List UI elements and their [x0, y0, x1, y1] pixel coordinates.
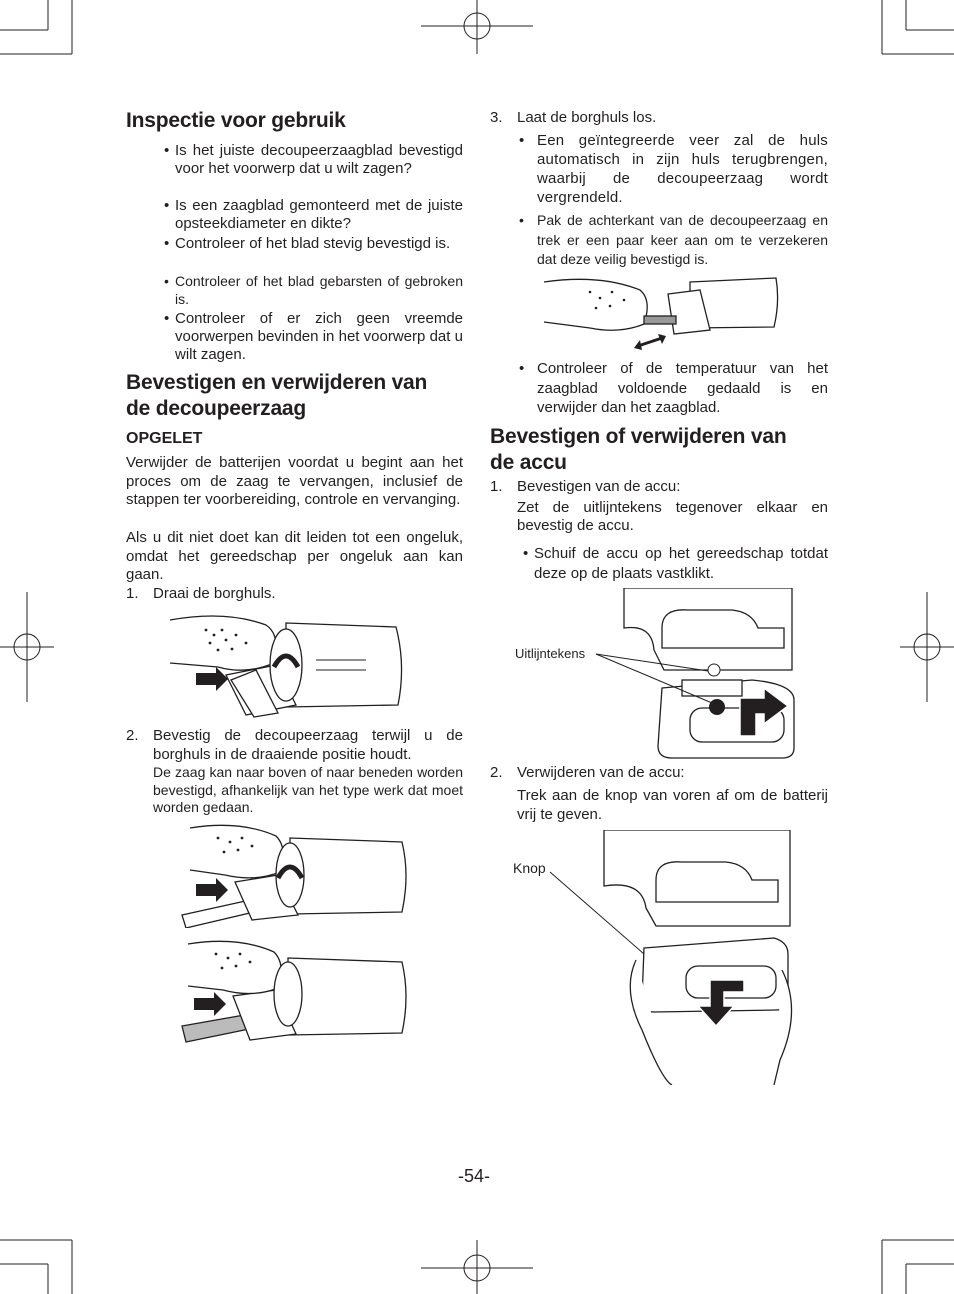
- inspection-item-1: • Is het juiste decoupeerzaagblad bevestigd voor het voorwerp dat u wilt zagen?: [164, 142, 463, 177]
- illustration-rotate-sleeve: [166, 605, 410, 720]
- inspection-item-4: • Controleer of het blad gebarsten of gebroken is.: [164, 273, 463, 307]
- illustration-remove-battery: [512, 830, 802, 1085]
- step-1: 1. Draai de borghuls.: [126, 585, 276, 602]
- step3-bullet-2: • Pak de achterkant van de decoupeerzaag en trek er een paar keer aan om te verzekeren dat deze veilig bevestigd is.: [519, 212, 828, 267]
- caution-title: OPGELET: [126, 430, 203, 447]
- illustration-pull-saw: [540, 272, 780, 354]
- illustration-blade-down: [180, 820, 410, 928]
- step-3: 3. Laat de borghuls los.: [490, 109, 657, 126]
- heading-battery: Bevestigen of verwijderen van de accu: [490, 425, 787, 474]
- caution-paragraph-2: Als u dit niet doet kan dit leiden tot een ongeluk, omdat het gereedschap per ongeluk aan kan gaan.: [126, 529, 463, 583]
- battery-step-1: 1. Bevestigen van de accu: Zet de uitlijntekens tegenover elkaar en bevestig de accu.: [490, 478, 828, 534]
- label-alignment-marks: Uitlijntekens: [515, 646, 586, 661]
- heading-inspection: Inspectie voor gebruik: [126, 109, 346, 132]
- inspection-item-2: • Is een zaagblad gemonteerd met de juiste opsteekdiameter en dikte?: [164, 197, 463, 232]
- step3-bullet-3: • Controleer of de temperatuur van het zaagblad voldoende gedaald is en verwijder dan het zaagblad.: [519, 360, 828, 416]
- step3-bullet-1: • Een geïntegreerde veer zal de huls automatisch in zijn huls terugbrengen, waarbij de decoupeerzaag wordt vergrendeld.: [519, 132, 828, 206]
- label-button: Knop: [513, 860, 546, 876]
- page-number: -54-: [458, 1166, 491, 1186]
- battery-step1-bullet: • Schuif de accu op het gereedschap totdat deze op de plaats vastklikt.: [523, 545, 828, 582]
- step-2: 2. Bevestig de decoupeerzaag terwijl u de borghuls in de draaiende positie houdt. De zaag kan naar boven of naar beneden worden bevestigd, afhankelijk van het type werk dat moet worden gedaan.: [126, 727, 463, 815]
- battery-step-2: 2. Verwijderen van de accu: Trek aan de knop van voren af om de batterij vrij te geven.: [490, 764, 828, 823]
- inspection-item-5: • Controleer of er zich geen vreemde voorwerpen bevinden in het voorwerp dat u wilt zagen.: [164, 310, 463, 363]
- illustration-attach-battery: [512, 588, 802, 763]
- inspection-item-3: • Controleer of het blad stevig bevestigd is.: [164, 235, 451, 252]
- caution-paragraph-1: Verwijder de batterijen voordat u begint aan het proces om de zaag te vervangen, inclusief de stappen ter voorbereiding, controle en vervanging.: [126, 454, 463, 508]
- illustration-blade-up: [178, 938, 410, 1048]
- heading-mount-saw: Bevestigen en verwijderen van de decoupeerzaag: [126, 371, 428, 420]
